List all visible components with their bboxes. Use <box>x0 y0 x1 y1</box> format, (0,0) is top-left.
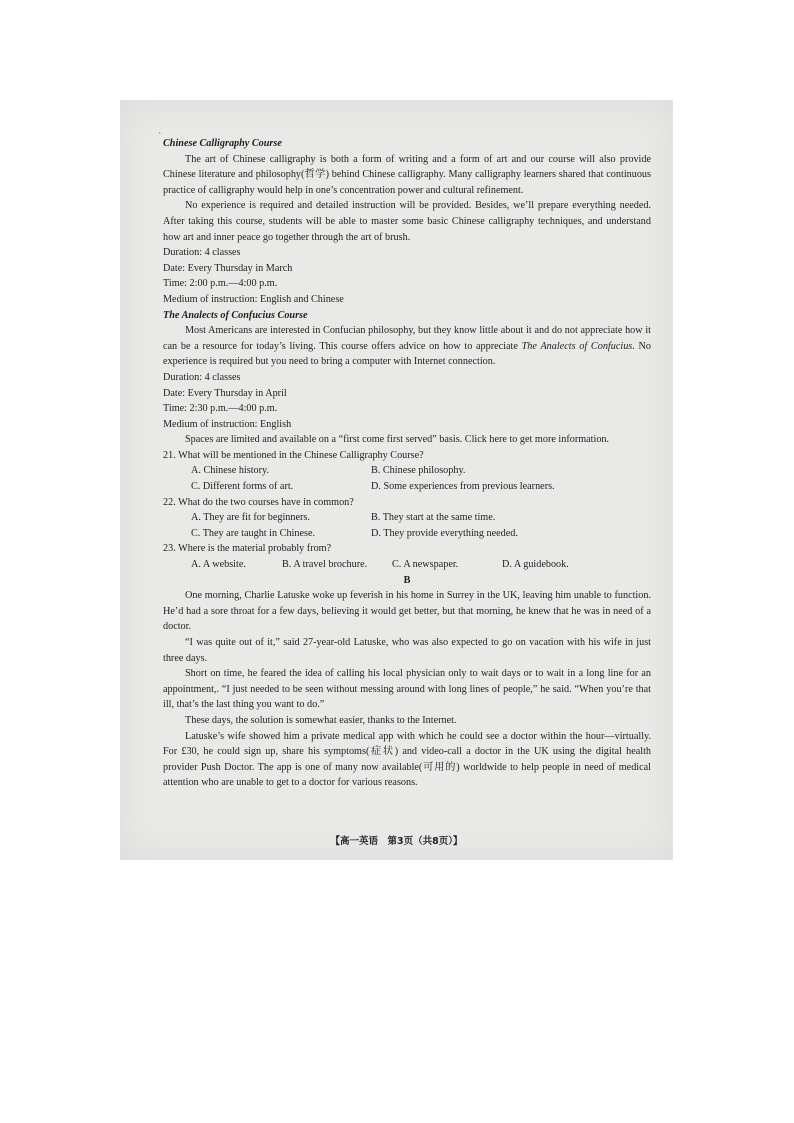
question-stem: 21. What will be mentioned in the Chinese Calligraphy Course? <box>163 449 424 461</box>
option: D. Some experiences from previous learners. <box>371 481 555 493</box>
paragraph: The art of Chinese calligraphy is both a form of writing and a form of art and our course will also provide Chinese literature and philosophy(哲学) behind Chinese calligraphy. Many calligraphy learners shared that continuous practice of calligraphy would help in one’s concentration power and cultural refinement. <box>163 153 651 196</box>
question-options <box>163 463 651 494</box>
option: C. Different forms of art. <box>191 481 294 493</box>
exam-page <box>120 100 673 860</box>
page-footer: 【高一英语 第3页（共8页）】 <box>330 836 463 848</box>
option: A. A website. <box>191 559 246 571</box>
option: A. Chinese history. <box>191 465 270 477</box>
option: B. Chinese philosophy. <box>371 465 466 477</box>
course-medium: Medium of instruction: English and Chinese <box>163 293 344 305</box>
book-title: The Analects of Confucius <box>521 340 633 352</box>
option: B. A travel brochure. <box>282 559 368 571</box>
paragraph: One morning, Charlie Latuske woke up feverish in his home in Surrey in the UK, leaving him unable to function. He’d had a sore throat for a few days, believing it would get better, but that morning, he knew that he was in need of a doctor. <box>163 590 651 633</box>
question-options <box>163 557 651 573</box>
option: C. A newspaper. <box>392 559 459 571</box>
part-heading: B <box>403 574 411 586</box>
question-options <box>163 510 651 541</box>
section-title: The Analects of Confucius Course <box>163 309 308 321</box>
option: B. They start at the same time. <box>371 512 496 524</box>
course-date: Date: Every Thursday in March <box>163 262 293 274</box>
question-stem: 23. Where is the material probably from? <box>163 543 332 555</box>
option: D. A guidebook. <box>502 559 569 571</box>
course-time: Time: 2:30 p.m.—4:00 p.m. <box>163 403 278 415</box>
course-time: Time: 2:00 p.m.—4:00 p.m. <box>163 278 278 290</box>
paragraph: These days, the solution is somewhat easier, thanks to the Internet. <box>185 714 457 726</box>
option: D. They provide everything needed. <box>371 527 518 539</box>
course-duration: Duration: 4 classes <box>163 371 241 383</box>
paragraph: “I was quite out of it,” said 27-year-old Latuske, who was also expected to go on vacation with his wife in just three days. <box>163 637 651 664</box>
paragraph: Short on time, he feared the idea of calling his local physician only to wait days or to wait in a long line for an appointment,. “I just needed to be seen without messing around with long lines of people,” he said. “When you’re that ill, that’s the last thing you want to do.” <box>163 668 651 711</box>
section-title: Chinese Calligraphy Course <box>163 138 282 149</box>
paragraph <box>163 323 651 370</box>
paragraph: No experience is required and detailed instruction will be provided. Besides, we’ll prepare everything needed. After taking this course, students will be able to master some basic Chinese calligraphy techniques, and understand how art and inner peace go together through the art of brush. <box>163 200 651 243</box>
pen-mark: ˋ <box>158 132 162 143</box>
course-duration: Duration: 4 classes <box>163 247 241 259</box>
paragraph-text: Most Americans are interested in Confucian philosophy, but they know little about it and do not appreciate how it can be a resource for today’s living. This course offers advice on how to appreciate <box>163 325 651 352</box>
option: A. They are fit for beginners. <box>191 512 310 524</box>
info-note: Spaces are limited and available on a “first come first served” basis. Click here to get more information. <box>185 434 610 446</box>
option: C. They are taught in Chinese. <box>191 527 316 539</box>
paragraph-text: . No experience is required but you need to bring a computer with Internet connection. <box>163 340 651 368</box>
paragraph: Latuske’s wife showed him a private medical app with which he could see a doctor within the hour—virtually. For £30, he could sign up, share his symptoms(症状) and video-call a doctor in the UK using the digital health provider Push Doctor. The app is one of many now available(可用的) worldwide to help people in need of medical attention who are unable to get to a doctor for various reasons. <box>163 730 651 789</box>
question-stem: 22. What do the two courses have in common? <box>163 496 354 508</box>
course-medium: Medium of instruction: English <box>163 418 292 430</box>
course-date: Date: Every Thursday in April <box>163 387 287 399</box>
